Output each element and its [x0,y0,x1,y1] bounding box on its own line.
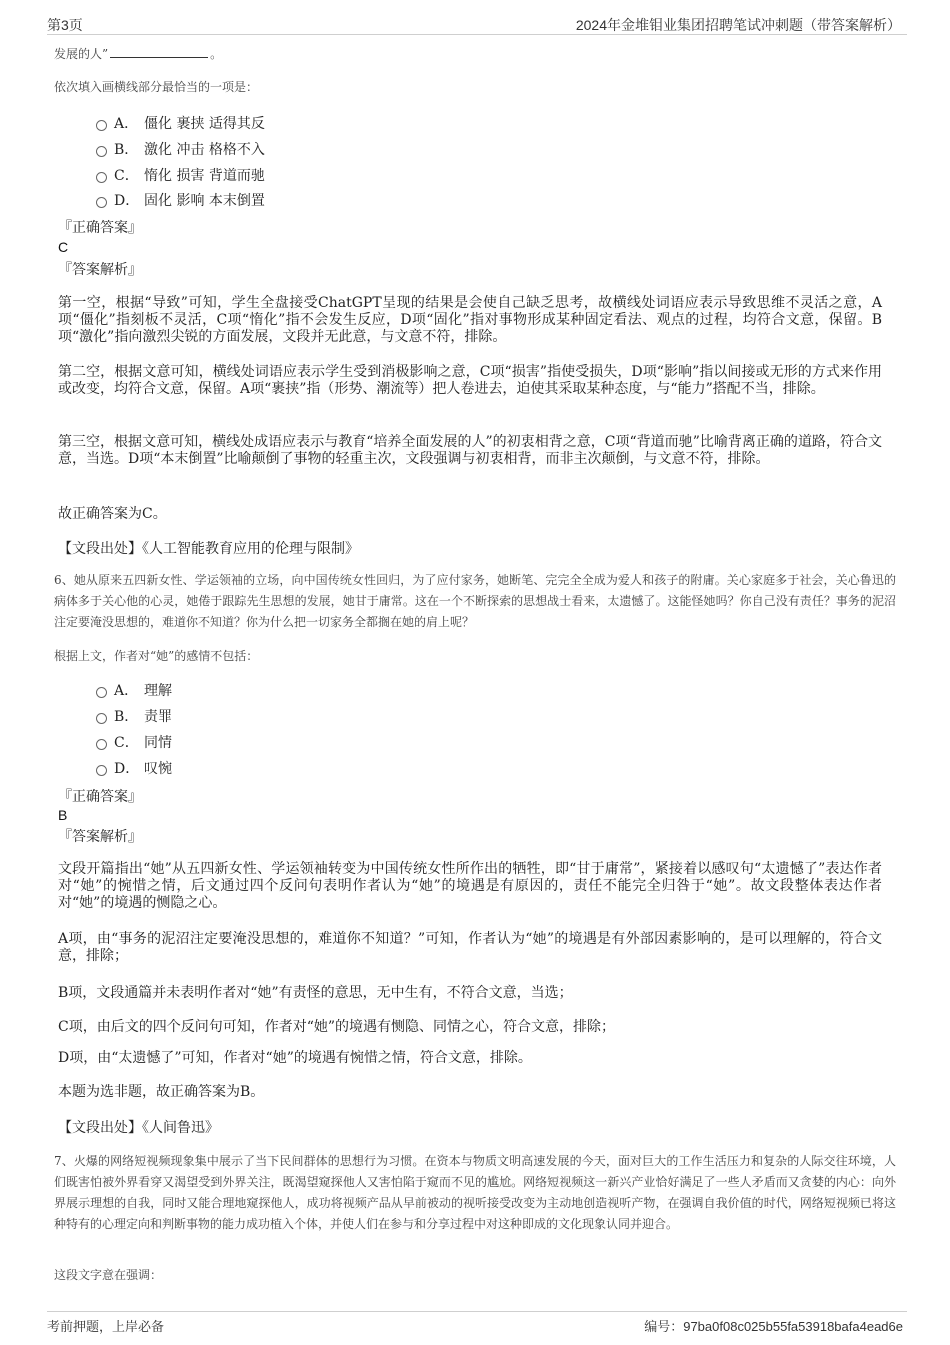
option-key: A． [114,116,139,132]
q6-option-b[interactable] [96,707,172,727]
option-key: C． [114,735,139,751]
q5-option-b[interactable] [96,140,265,160]
q5-analysis-label: 『答案解析』 [58,262,142,278]
q6-option-d[interactable] [96,759,172,779]
option-key: D． [114,193,140,209]
q5-analysis-p4: 故正确答案为C。 [58,506,167,522]
q5-analysis-p1: 第一空，根据“导致”可知，学生全盘接受ChatGPT呈现的结果是会使自己缺乏思考，故横线处词语应表示导致思维不灵活之意，A项“僵化”指刻板不灵活，C项“惰化”指不会发生反应，D项“固化”指对事物形成某种固定看法、观点的过程，均符合文意，保留。B项“激化”指向激烈尖锐的方面发展，文段并无此意，与文意不符，排除。 [58,295,882,345]
radio-icon[interactable] [96,172,107,183]
q5-answer: C [58,239,69,255]
q5-stem-text: 发展的人” [54,47,109,61]
q5-stem-tail [54,44,222,65]
option-text: 激化 冲击 格格不入 [144,142,265,158]
option-text: 叹惋 [144,761,172,777]
radio-icon[interactable] [96,197,107,208]
q5-option-c[interactable] [96,166,265,186]
q6-analysis-p3: B项，文段通篇并未表明作者对“她”有责怪的意思，无中生有，不符合文意，当选； [58,985,573,1001]
footer-slogan: 考前押题，上岸必备 [47,1320,165,1335]
q5-prompt: 依次填入画横线部分最恰当的一项是： [54,80,259,94]
q6-analysis-p6: 本题为选非题，故正确答案为B。 [58,1084,265,1100]
q6-source: 【文段出处】《人间鲁迅》 [58,1120,219,1136]
q6-answer-label: 『正确答案』 [58,789,142,805]
option-key: B． [114,709,139,725]
q5-analysis-p3: 第三空，根据文意可知，横线处成语应表示与教育“培养全面发展的人”的初衷相背之意，C项“背道而驰”比喻背离正确的道路，符合文意，当选。D项“本末倒置”比喻颠倒了事物的轻重主次，文段强调与初衷相背，而非主次颠倒，与文意不符，排除。 [58,434,882,467]
page-footer [47,1311,907,1336]
radio-icon[interactable] [96,120,107,131]
q5-blank [110,45,208,58]
q6-analysis-p1: 文段开篇指出“她”从五四新女性、学运领袖转变为中国传统女性所作出的牺牲，即“甘于庸常”，紧接着以感叹句“太遗憾了”表达作者对“她”的惋惜之情，后文通过四个反问句表明作者认为“她”的境遇是有原因的，责任不能完全归咎于“她”。故文段整体表达作者对“她”的境遇的恻隐之心。 [58,861,882,911]
q5-source: 【文段出处】《人工智能教育应用的伦理与限制》 [58,541,359,557]
q6-analysis-p2: A项，由“事务的泥沼注定要淹没思想的，难道你不知道？”可知，作者认为“她”的境遇是有外部因素影响的，是可以理解的，符合文意，排除； [58,931,882,964]
radio-icon[interactable] [96,765,107,776]
option-text: 僵化 裹挟 适得其反 [144,116,265,132]
radio-icon[interactable] [96,687,107,698]
option-key: D． [114,761,140,777]
q6-option-c[interactable] [96,733,172,753]
option-key: C． [114,168,139,184]
q5-stem-end: 。 [210,47,223,61]
q6-analysis-p4: C项，由后文的四个反问句可知，作者对“她”的境遇有恻隐、同情之心，符合文意，排除； [58,1019,616,1035]
radio-icon[interactable] [96,146,107,157]
q6-analysis-label: 『答案解析』 [58,829,142,845]
q6-answer: B [58,807,68,823]
option-text: 责罪 [144,709,172,725]
option-text: 理解 [144,683,172,699]
q6-analysis-p5: D项，由“太遗憾了”可知，作者对“她”的境遇有惋惜之情，符合文意，排除。 [58,1050,532,1066]
radio-icon[interactable] [96,739,107,750]
option-key: B． [114,142,139,158]
q7-stem: 7、火爆的网络短视频现象集中展示了当下民间群体的思想行为习惯。在资本与物质文明高速发展的今天，面对巨大的工作生活压力和复杂的人际交往环境，人们既害怕被外界看穿又渴望受到外界关注，既渴望窥探他人又害怕陷于窥而不见的尴尬。网络短视频这一新兴产业恰好满足了一些人矛盾而又贪婪的内心：向外界展示理想的自我，同时又能合理地窥探他人，成功将视频产品从早前被动的视听接受改变为主动地创造视听产物，在强调自我价值的时代，网络短视频已将这种特有的心理定向和判断事物的能力成功植入个体，并使人们在参与和分享过程中对这种即成的文化现象认同并迎合。 [54,1154,896,1231]
q7-prompt: 这段文字意在强调： [54,1268,163,1282]
q5-analysis-p2: 第二空，根据文意可知，横线处词语应表示学生受到消极影响之意，C项“损害”指使受损失，D项“影响”指以间接或无形的方式来作用或改变，均符合文意，保留。A项“裹挟”指（形势、潮流等）把人卷进去，迫使其采取某种态度，与“能力”搭配不当，排除。 [58,364,882,397]
q6-option-a[interactable] [96,681,172,701]
q6-stem: 6、她从原来五四新女性、学运领袖的立场，向中国传统女性回归，为了应付家务，她断笔、完完全全成为爱人和孩子的附庸。关心家庭多于社会，关心鲁迅的病体多于关心他的心灵，她倦于跟踪先生思想的发展，她甘于庸常。这在一个不断探索的思想战士看来，太遗憾了。这能怪她吗？你自己没有责任？事务的泥沼注定要淹没思想的，难道你不知道？你为什么把一切家务全都搁在她的肩上呢？ [54,573,896,629]
q5-option-d[interactable] [96,191,265,211]
document-title: 2024年金堆钼业集团招聘笔试冲刺题（带答案解析） [575,17,901,33]
q5-option-a[interactable] [96,114,265,134]
option-text: 同情 [144,735,172,751]
page-header [47,12,907,35]
page-number: 第3页 [47,17,83,33]
q5-answer-label: 『正确答案』 [58,220,142,236]
radio-icon[interactable] [96,713,107,724]
option-key: A． [114,683,139,699]
footer-id: 编号：97ba0f08c025b55fa53918bafa4ead6e [644,1319,903,1334]
option-text: 固化 影响 本末倒置 [144,193,265,209]
option-text: 惰化 损害 背道而驰 [144,168,265,184]
q6-prompt: 根据上文，作者对“她”的感情不包括： [54,649,259,663]
